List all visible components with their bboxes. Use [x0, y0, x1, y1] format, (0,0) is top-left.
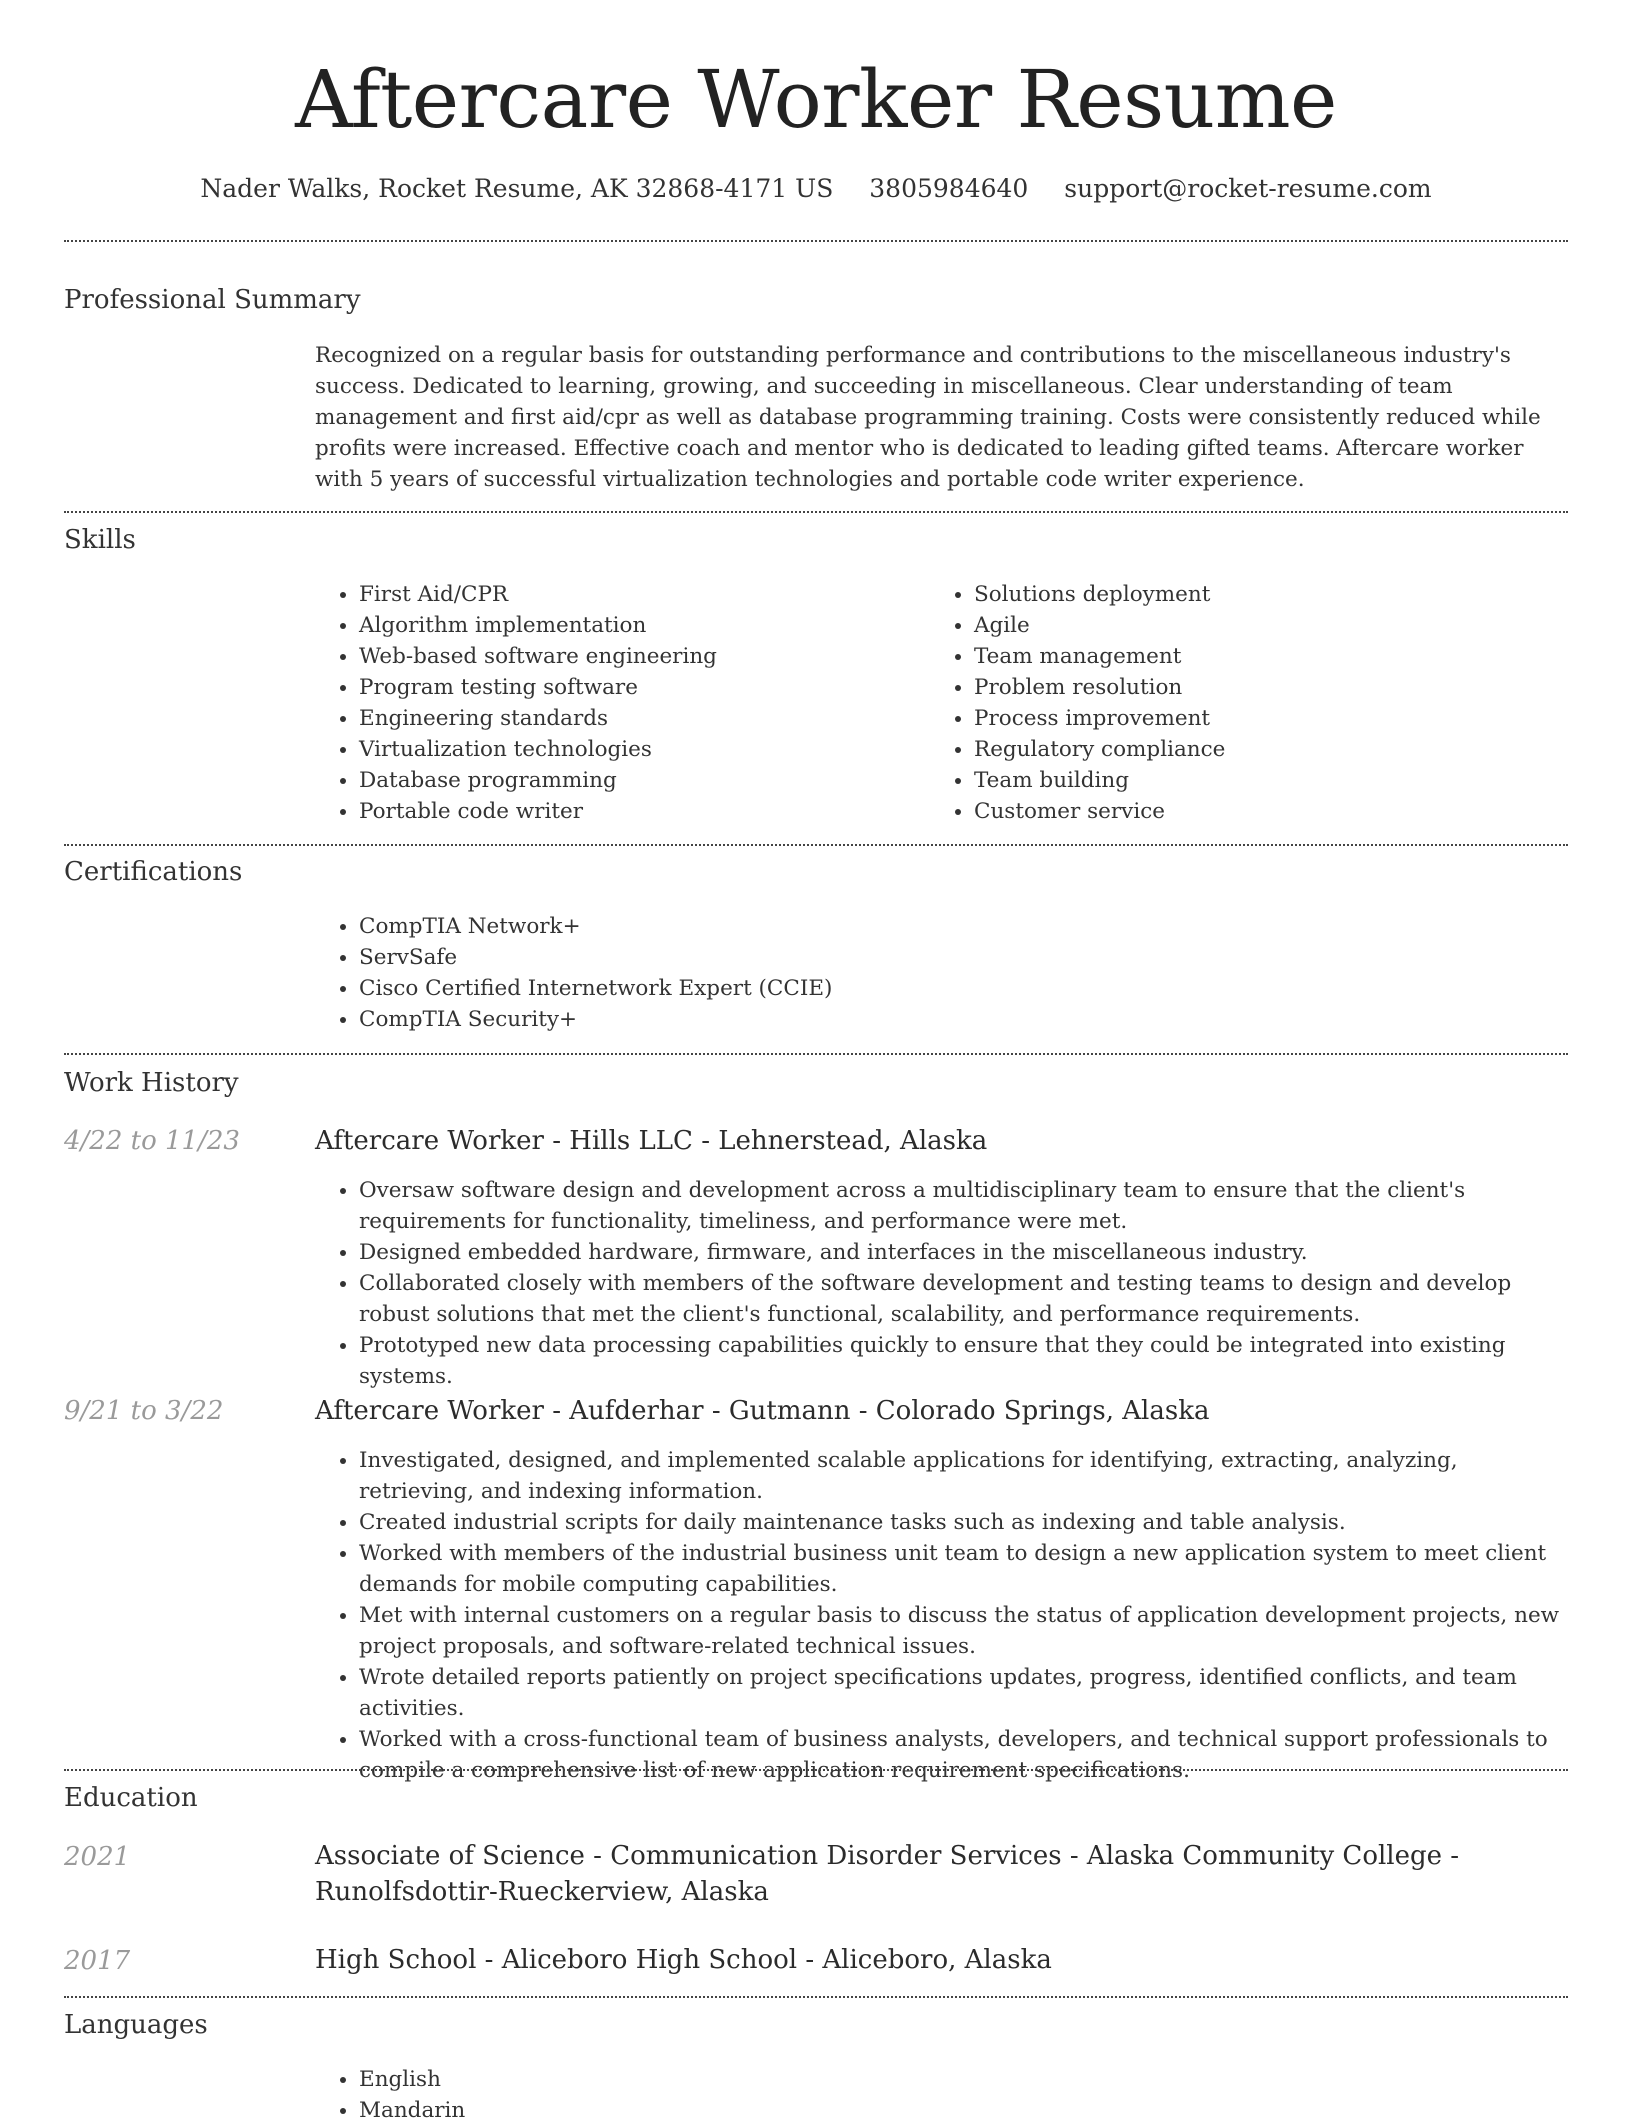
list-item: • Team management — [974, 641, 1574, 672]
list-item: • ServSafe — [359, 942, 1609, 973]
summary-text: Recognized on a regular basis for outstanding performance and contributions to the miscellaneous industry's success. Dedicated to learning, growing, and succeeding in miscellaneous. Clear understanding of team management and first aid/cpr as well as database programming training. Costs were consistently reduced while profits were increased. Effective coach and mentor who is dedicated to leading gifted teams. Aftercare worker with 5 years of successful virtualization technologies and portable code writer experience. — [315, 343, 1541, 492]
divider — [64, 1769, 1568, 1771]
divider — [64, 511, 1568, 513]
list-item: • Collaborated closely with members of the software development and testing teams to design and develop robust solutions that met the client's functional, scalability, and performance requirements. — [359, 1268, 1569, 1330]
contact-address: Nader Walks, Rocket Resume, AK 32868-4171 US — [200, 174, 834, 203]
list-item: • Problem resolution — [974, 672, 1574, 703]
list-item: • Agile — [974, 610, 1574, 641]
list-item: • Team building — [974, 765, 1574, 796]
job-bullets — [315, 1445, 1569, 1786]
list-item: • Process improvement — [974, 703, 1574, 734]
section-heading-certifications: Certifications — [64, 857, 243, 887]
resume-title: Aftercare Worker Resume — [295, 53, 1337, 146]
list-item: • Customer service — [974, 796, 1574, 827]
list-item: • English — [359, 2064, 1609, 2095]
list-item: • CompTIA Security+ — [359, 1004, 1609, 1035]
section-heading-work-history: Work History — [64, 1068, 239, 1098]
list-item: • Created industrial scripts for daily maintenance tasks such as indexing and table analysis. — [359, 1507, 1569, 1538]
list-item: • Database programming — [359, 765, 919, 796]
job-title: Aftercare Worker - Hills LLC - Lehnerstead, Alaska — [315, 1126, 988, 1156]
list-item: • First Aid/CPR — [359, 579, 919, 610]
job-title: Aftercare Worker - Aufderhar - Gutmann - Colorado Springs, Alaska — [315, 1396, 1210, 1426]
education-title: High School - Aliceboro High School - Aliceboro, Alaska — [315, 1945, 1052, 1975]
list-item: • Met with internal customers on a regular basis to discuss the status of application development projects, new project proposals, and software-related technical issues. — [359, 1600, 1569, 1662]
list-item: • Wrote detailed reports patiently on project specifications updates, progress, identified conflicts, and team activities. — [359, 1662, 1569, 1724]
list-item: • Web-based software engineering — [359, 641, 919, 672]
list-item: • Investigated, designed, and implemented scalable applications for identifying, extracting, analyzing, retrieving, and indexing information. — [359, 1445, 1569, 1507]
certifications-list — [315, 911, 1609, 1035]
list-item: • Portable code writer — [359, 796, 919, 827]
education-title: Associate of Science - Communication Disorder Services - Alaska Community College - Runolfsdottir-Rueckerview, Alaska — [315, 1841, 1460, 1907]
divider — [64, 844, 1568, 846]
skills-list-right — [930, 579, 1574, 827]
list-item: • Worked with members of the industrial business unit team to design a new application system to meet client demands for mobile computing capabilities. — [359, 1538, 1569, 1600]
list-item: • Oversaw software design and development across a multidisciplinary team to ensure that the client's requirements for functionality, timeliness, and performance were met. — [359, 1175, 1569, 1237]
list-item: • CompTIA Network+ — [359, 911, 1609, 942]
list-item: • Worked with a cross-functional team of business analysts, developers, and technical support professionals to compile a comprehensive list of new application requirement specifications. — [359, 1724, 1569, 1786]
divider — [64, 1996, 1568, 1998]
list-item: • Algorithm implementation — [359, 610, 919, 641]
contact-line — [64, 172, 1568, 206]
job-dates: 4/22 to 11/23 — [64, 1126, 240, 1156]
education-year: 2021 — [64, 1842, 131, 1872]
list-item: • Program testing software — [359, 672, 919, 703]
job-bullets — [315, 1175, 1569, 1392]
list-item: • Designed embedded hardware, firmware, and interfaces in the miscellaneous industry. — [359, 1237, 1569, 1268]
list-item: • Virtualization technologies — [359, 734, 919, 765]
list-item: • Cisco Certified Internetwork Expert (CCIE) — [359, 973, 1609, 1004]
section-heading-education: Education — [64, 1783, 198, 1813]
job-dates: 9/21 to 3/22 — [64, 1396, 224, 1426]
list-item: • Regulatory compliance — [974, 734, 1574, 765]
education-year: 2017 — [64, 1946, 131, 1976]
divider — [64, 240, 1568, 242]
divider — [64, 1053, 1568, 1055]
contact-phone: 3805984640 — [869, 174, 1029, 203]
list-item: • Solutions deployment — [974, 579, 1574, 610]
section-heading-skills: Skills — [64, 525, 136, 555]
list-item: • Engineering standards — [359, 703, 919, 734]
list-item: • Mandarin — [359, 2095, 1609, 2126]
contact-email: support@rocket-resume.com — [1064, 174, 1432, 203]
section-heading-languages: Languages — [64, 2010, 208, 2040]
skills-list-left — [315, 579, 919, 827]
languages-list — [315, 2064, 1609, 2126]
list-item: • Prototyped new data processing capabilities quickly to ensure that they could be integrated into existing systems. — [359, 1330, 1569, 1392]
section-heading-summary: Professional Summary — [64, 285, 361, 315]
